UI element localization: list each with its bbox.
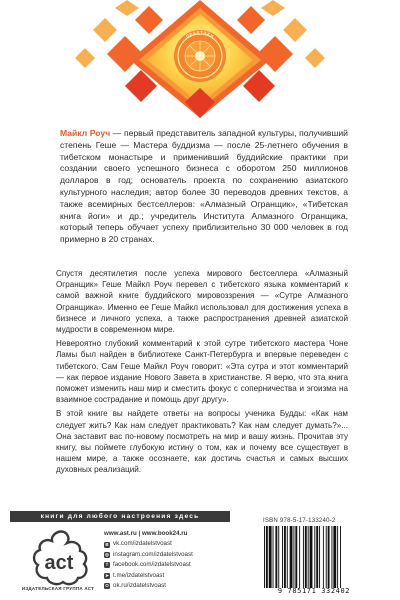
publisher-name: ИЗДАТЕЛЬСКАЯ ГРУППА АСТ [21, 586, 95, 591]
description-paragraph-2: Невероятно глубокий комментарий к этой сутре тибетского мастера Чоне Ламы был найден в библиотеке Санкт-Петербурга и впервые переведен с тибетского. Сам Геше Майкл Роуч говорит: «Эта сутра и этот комментарий — как первое издание Нового Завета в христианстве. Я верю, что эта книга поможет изменить наш мир и сместить фокус с соперничества и эгоизма на взаимное сострадание и помощь друг другу». [56, 339, 348, 405]
barcode-bar [266, 526, 268, 588]
author-name: Майкл Роуч [60, 128, 111, 138]
social-link-instagram[interactable] [104, 550, 254, 560]
barcode-bar [264, 526, 265, 588]
book-description [56, 268, 348, 479]
barcode-bar [314, 526, 315, 588]
author-bio [60, 128, 348, 246]
barcode-bar [275, 526, 277, 588]
social-link-text: vk.com/izdatelstvoast [113, 540, 172, 548]
telegram-icon: ➤ [105, 572, 109, 578]
barcode-bar [282, 526, 283, 588]
barcode-bar [287, 526, 288, 588]
barcode-icon [262, 526, 366, 588]
odnoklassniki-icon: О [105, 583, 109, 589]
barcode-bar [340, 526, 341, 588]
social-link-telegram[interactable] [104, 571, 254, 581]
barcode-bar [319, 526, 320, 588]
social-link-odnoklassniki[interactable] [104, 581, 254, 591]
website-links[interactable]: www.ast.ru | www.book24.ru [104, 530, 188, 537]
barcode-bar [323, 526, 324, 588]
barcode-bar [293, 526, 294, 588]
cover-emblem [65, 0, 335, 118]
barcode-bar [303, 526, 304, 588]
barcode-bar [308, 526, 309, 588]
barcode-bar [333, 526, 336, 588]
barcode-bar [269, 526, 272, 588]
publisher-logo [24, 528, 94, 594]
ast-logo-icon [24, 528, 94, 586]
social-link-vk[interactable] [104, 539, 254, 549]
social-link-facebook[interactable] [104, 560, 254, 570]
barcode-bar [273, 526, 274, 588]
description-paragraph-1: Спустя десятилетия после успеха мирового бестселлера «Алмазный Огранщик» Геше Майкл Роуч перевел с тибетского языка комментарий к самой важной книге буддийского мировоззрения — «Сутре Алмазного Огранщика». Именно ее Геше Майкл использовал для достижения успеха в бизнесе и личного успеха, а также распространения древней азиатской мудрости в современном мире. [56, 269, 348, 335]
barcode-bar [310, 526, 313, 588]
social-link-text: instagram.com/izdatelstvoast [113, 550, 193, 558]
instagram-icon: ◎ [105, 552, 109, 558]
barcode-bar [290, 526, 293, 588]
social-link-text: ok.ru/izdatelstvoast [113, 582, 166, 590]
social-link-text: facebook.com/izdatelstvoast [113, 561, 191, 569]
isbn-label: ISBN 978-5-17-133240-2 [263, 517, 336, 524]
vk-icon: В [105, 541, 109, 547]
barcode-bar [337, 526, 338, 588]
barcode-bar [295, 526, 297, 588]
author-bio-text: — первый представитель западной культуры, получивший степень Геше — Мастера буддизма — после 25-летнего обучения в тибетском монастыре и применивший буддийские практики при создании своего успешного бизнеса с оборотом 250 миллионов долларов в год; основатель проекта по сохранению азиатского культурного наследия; автор более 30 переводов древних текстов, а также всемирных бестселлеров: «Алмазный Огранщик», «Тибетская книга йоги» и др.; учредитель Института Алмазного Огранщика, который теперь обучает успеху приблизительно 30 000 человек в год примерно в 20 странах. [60, 128, 348, 245]
barcode-bar [305, 526, 307, 588]
barcode-bar [326, 526, 327, 588]
diamond-mandala-icon [65, 0, 335, 118]
publisher-logo-text: act [44, 552, 74, 574]
publisher-links [104, 529, 254, 591]
emblem-ring-text: ПРАКТИКИ [184, 29, 216, 40]
barcode-bar [284, 526, 286, 588]
barcode-bar [328, 526, 330, 588]
barcode-bar [299, 526, 300, 588]
barcode-bar [278, 526, 279, 588]
facebook-icon: f [104, 562, 110, 568]
barcode-digits: 9 785171 332402 [277, 587, 351, 595]
social-link-text: t.me/izdatelstvoast [113, 571, 165, 579]
description-paragraph-3: В этой книге вы найдете ответы на вопросы ученика Будды: «Как нам следует жить? Как нам следует практиковать? Как нам следует думать?»... Она заставит вас по-новому посмотреть на мир и вашу жизнь. Прочитав эту книгу, вы поймете глубокую истину о том, как и почему все существует в нашем мире, а также осознаете, как достичь счастья и самых высших духовных реализаций. [56, 409, 348, 475]
barcode-bar [331, 526, 332, 588]
barcode-bar [316, 526, 318, 588]
tagline-bar: книги для любого настроения здесь [10, 511, 230, 522]
